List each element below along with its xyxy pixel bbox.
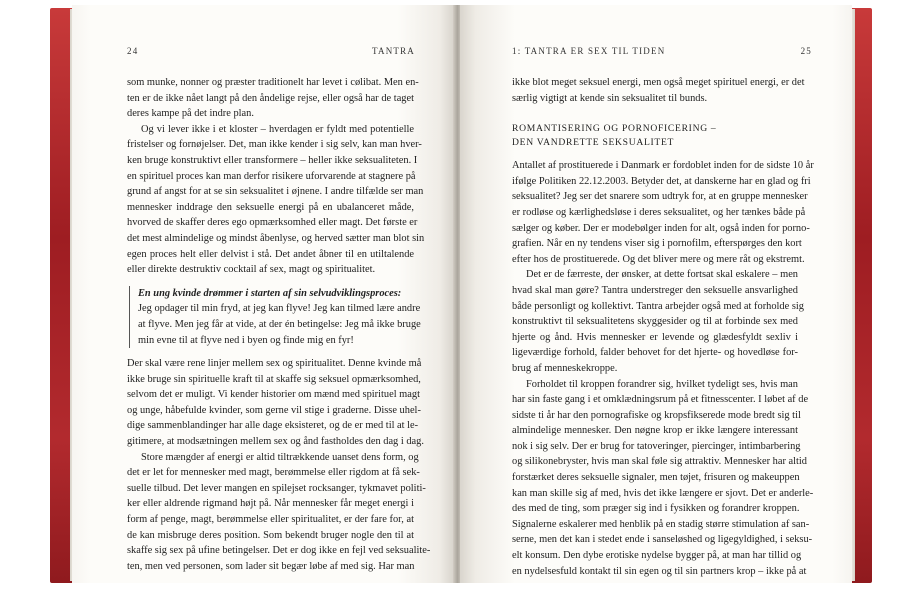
text-line: særlig vigtigt at kende sin seksualitet til bunds.	[512, 92, 708, 104]
page-number: 25	[800, 46, 812, 56]
left-page	[72, 5, 455, 583]
text-line: elt konsum. Den dybe erotiske nydelse bygger på, at man har tillid og	[512, 550, 802, 562]
text-line: ifølge Politiken 22.12.2003. Betyder det, at danskerne har en glad og fri	[512, 175, 811, 187]
text-line: en nydelsesfuld kontakt til sin egen og til sin partners krop – ikke på at	[512, 565, 807, 577]
text-line: min evne til at flyve ned i byen og finde mig en fyr!	[138, 334, 354, 346]
text-line: en spirituel proces kan man derfor risikere uforvarende at stagnere på	[127, 170, 416, 182]
text-line: det er let for mennesker med magt, berømmelse eller rigdom at få sek-	[127, 467, 420, 479]
text-line: hvorved de skaffer deres ego opmærksomhed eller magt. Det første er	[127, 217, 418, 229]
text-line: har sin faste gang i et omklædningsrum på et fitnesscenter. I løbet af de	[512, 394, 809, 406]
text-line: serne, men det kan i stedet ende i sanseløshed og ligegyldighed, i seksu-	[512, 534, 813, 546]
text-line: Det er de færreste, der ønsker, at dette fortsat skal eskalere – men	[526, 269, 798, 281]
text-line: gitimere, at modsætningen mellem sex og ånd fastholdes den dag i dag.	[127, 436, 424, 448]
text-line: DEN VANDRETTE SEKSUALITET	[512, 137, 675, 149]
text-line: deres kampe på det indre plan.	[127, 108, 254, 120]
text-line: ten, men ved personen, som lader sit begær løbe af med sig. Har man	[127, 560, 415, 572]
paragraph-block	[127, 356, 431, 574]
text-line: sidste ti år har den pornografiske og kropsfikserede mode bredt sig til	[512, 409, 801, 421]
text-line: og silikonebryster, hvis man skal føle sig attraktiv. Mennesker har altid	[512, 456, 807, 468]
text-line: nok i sig selv. Der er brug for tatoveringer, piercinger, intimbarbering	[512, 440, 801, 452]
text-line: skaffe sig sex på ufine betingelser. Det er dog ikke en fejl ved seksualite-	[127, 545, 431, 557]
text-line: Antallet af prostituerede i Danmark er fordoblet inden for de sidste 10 år	[512, 160, 814, 172]
quote-text	[138, 301, 421, 348]
text-line: form af penge, magt, berømmelse eller spiritualitet, er der fare for, at	[127, 514, 414, 526]
text-line: ikke blot meget seksuel energi, men også meget spirituel energi, er det	[512, 77, 805, 88]
text-line: de kan misbruge deres position. Som bekendt bruger nogle den til at	[127, 529, 414, 541]
text-line: efter hos de prostituerede. Og det bliver mere og mere råt og ekstremt.	[512, 253, 805, 265]
text-line: forstærket deres seksuelle signaler, men tøjet, frisuren og makeuppen	[512, 472, 800, 484]
section-heading	[512, 122, 798, 150]
right-page-body	[512, 75, 814, 579]
text-line: ken bruge konstruktivt eller transformere – heller ikke seksualiteten. I	[127, 154, 418, 166]
quote-heading: En ung kvinde drømmer i starten af sin selvudviklingsproces:	[138, 287, 402, 299]
text-line: ligeværdige forhold, falder behovet for det hjerte- og hovedløse for-	[512, 347, 798, 359]
text-line: Forholdet til kroppen forandrer sig, hvilket tydeligt ses, hvis man	[526, 378, 798, 390]
text-line: som munke, nonner og præster traditionelt har levet i cølibat. Men en-	[127, 77, 419, 88]
text-line: at flyve. Men jeg får at vide, at der én betingelse: Jeg må ikke bruge	[138, 318, 421, 330]
text-line: des med de ting, som præger sig ind i fysikken og forandrer kroppen.	[512, 503, 800, 515]
text-line: brug af menneskekroppe.	[512, 362, 618, 374]
text-line: kan man skille sig af med, hvis det ikke længere er sjovt. Det er anderle-	[512, 487, 814, 499]
text-line: Store mængder af energi er altid tiltrækkende uanset dens form, og	[141, 451, 419, 463]
text-line: ikke bruge sin spirituelle kraft til at skaffe sig seksuel opmærksomhed,	[127, 373, 421, 385]
text-line: både personligt og kollektivt. Tantra arbejder også med at forholde sig	[512, 300, 804, 312]
text-line: Og vi lever ikke i et kloster – hverdagen er fyldt med potentielle	[141, 123, 414, 135]
text-line: ten er de ikke nået langt på den åndelige rejse, eller også har de taget	[127, 92, 414, 104]
text-line: konstruktivt til seksualitetens skyggesider og til at forbinde sex med	[512, 316, 798, 328]
text-line: ROMANTISERING OG PORNOFICERING –	[512, 123, 717, 135]
right-page	[460, 5, 852, 583]
running-head: TANTRA	[372, 46, 415, 56]
page-number: 24	[127, 46, 139, 56]
text-line: hjerte og ånd. Hvis mennesker er levende og glædesfyldt sexliv i	[512, 331, 798, 343]
text-line: fristelser og fornøjelser. Det, man ikke kender i sig selv, kan man hver-	[127, 139, 422, 151]
text-line: dige sammenblandinger har alle dage eksisteret, og de er med til at le-	[127, 420, 419, 432]
paragraph-block	[127, 75, 425, 278]
paragraph-block	[512, 158, 814, 579]
left-page-body	[127, 75, 431, 574]
text-line: almindelige mennesker. Den nøgne krop er ikke længere interessant	[512, 425, 798, 437]
dream-quote	[129, 286, 421, 348]
text-line: eller direkte destruktiv cocktail af sex, magt og spiritualitet.	[127, 264, 376, 276]
text-line: selvom det er muligt. Vi kender historier om mænd med spirituel magt	[127, 389, 420, 401]
text-line: Signalerne eskalerer med henblik på en stadig større stimulation af san-	[512, 518, 810, 530]
text-line: sælger og køber. Der er modebølger inden for alt, også inden for porno-	[512, 222, 810, 234]
text-line: er rodløse og kærlighedsløse i deres seksualitet, og her tænkes både på	[512, 206, 806, 218]
text-line: grafien. Når en ny tendens viser sig i pornofilm, efterspørges den kort	[512, 238, 802, 250]
text-line: Der skal være rene linjer mellem sex og spiritualitet. Denne kvinde må	[127, 358, 422, 370]
text-line: Jeg opdager til min fryd, at jeg kan flyve! Jeg kan tilmed lære andre	[138, 303, 421, 315]
text-line: seksualitet? Jeg ser det snarere som udtryk for, at en gruppe mennesker	[512, 191, 808, 203]
text-line: suelle tilbud. Det lever mangen en spilejset rocksanger, tykmavet politi-	[127, 482, 426, 494]
text-line: hvad skal man gøre? Tantra understreger den seksuelle ansvarlighed	[512, 284, 798, 296]
paragraph-block	[512, 75, 805, 106]
text-line: og unge, håbefulde kvinder, som gerne vil stige i graderne. Disse uhel-	[127, 404, 421, 416]
text-line: mennesker inddrage den seksuelle energi på en ubalanceret måde,	[127, 201, 414, 213]
text-line: ker eller aldrende rigmand højt på. Når mennesker får meget energi i	[127, 498, 414, 510]
open-book	[50, 5, 872, 583]
text-line: egen proces helt eller delvist i stå. Det andet åbner til en utiltalende	[127, 248, 414, 260]
text-line: det mest almindelige og mindst åbenlyse, og herved sætter man blot sin	[127, 232, 425, 244]
text-line: grund af angst for at se sin seksualitet i øjnene. I andre tilfælde ser man	[127, 186, 424, 198]
running-head: 1: TANTRA ER SEX TIL TIDEN	[512, 46, 666, 56]
